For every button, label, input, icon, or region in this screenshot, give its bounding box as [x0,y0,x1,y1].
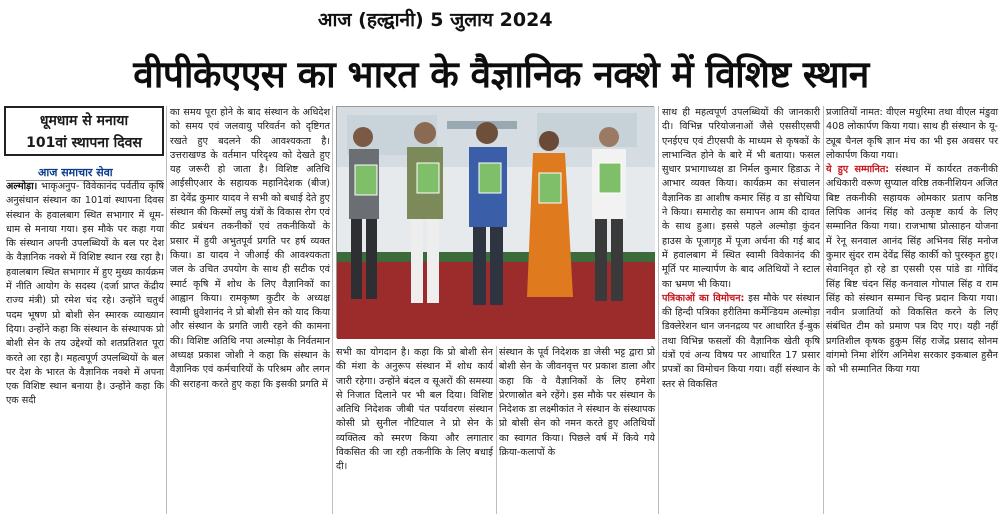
subhead-line-2: 101वां स्थापना दिवस [26,135,142,151]
article-column-2 [170,106,330,390]
column-4-text: संस्थान के पूर्व निदेशक डा जेसी भट्ट द्वारा प्रो बोशी सेन के जीवनवृत्त पर प्रकाश डाला और कहा कि वे वैज्ञानिकों के लिए हमेशा प्रेरणास्रोत बने रहेंगे। इस मौके पर संस्थान के निदेशक डा लक्ष्मीकांत ने संस्थान के संस्थापक प्रो बोसी सेन को नमन करते हुए अतिथियों का स्वागत किया। पिछले वर्ष में किये गये क्रिया-कलापों के [499,347,655,459]
event-photo [336,106,654,338]
article-column-6 [826,106,998,514]
article-column-4 [499,346,655,514]
column-5-text-b: इस मौके पर संस्थान की हिन्दी पत्रिका हरीतिमा कर्मेन्डियम अल्मोड़ा डिक्लेरेशन धान जननद्रव्य पर आधारित ई-बुक तथा विभिन्न फसलों की वैज्ञानिक खेती कृषि यंत्रों एवं अन्य विषय पर आधारित 17 प्रसार प्रपत्रों का विमोचन किया गया। वहीं संस्थान के स्तर से विकसित [662,292,820,390]
article-column-3 [336,346,493,514]
column-6-text-a: प्रजातियों नामत: वीएल मधुरिमा तथा वीएल मंडुवा 408 लोकार्पण किया गया। साथ ही संस्थान के यू-ट्यूब चैनल कृषि ज्ञान मंच का भी इस अवसर पर लोकार्पण किया गया। [826,107,998,161]
dateline-place: अल्मोड़ा। [6,181,38,192]
column-5-text-a: साथ ही महत्वपूर्ण उपलब्धियों की जानकारी दी। विभिन्न परियोजनाओं जैसे एससीएसपी एनईएच एवं टीएसपी के माध्यम से कृषकों के लाभान्वित होने के बारे में भी बताया। फसल सुधार प्रभागाध्यक्ष डा निर्मल कुमार हिडाऊ ने आभार व्यक्त किया। कार्यक्रम का संचालन वैज्ञानिक डा आशीष कमार सिंह व डा सौथिया ने किया। समारोह का समापन आम की दावत के साथ हुआ। इससे पहले अल्मोड़ा कुंदन हाउस के पूजागृह में पूजा अर्चना की गई बाद में हवालबाग में स्थित स्वामी विवेकानंद की मूर्ति पर माल्यार्पण के बाद अतिथियों ने स्टाल का भ्रमण भी किया। [662,107,820,290]
column-rule [658,106,659,514]
article-column-1 [6,180,164,514]
column-rule [496,346,497,514]
subhead-honoured: ये हुए सम्मानित: [826,164,890,176]
column-6-text-b: संस्थान में कार्यरत तकनीकी अधिकारी वरूण सुप्याल वरिष्ठ तकनीशियन अजित बिष्ट तकनीकी सहायक ओमकार प्रताप कनिष्ठ लिपिक आनंद सिंह को उत्कृष्ट कार्य के लिए सम्मानित किया गया। राजभाषा प्रोत्साहन योजना में रेनू सनवाल आनंद सिंह अभिनव सिंह मनोज कुमार सुंदर राम देवेंद्र सिंह कार्की को पुरस्कृत हुए। सेवानिवृत हो रहे डा एससी एस पांडे डा गोविंद सिंह बिष्ट चंदन सिंह कनवाल गोपाल सिंह व राम सिंह को संस्थान सम्मान चिन्ह प्रदान किया गया। नवीन प्रजातियों को विकसित करने के लिए संबंधित टीम को प्रमाण पत्र दिए गए। यही नहीं प्रगतिशील कृषक हुकुम सिंह राजेंद्र प्रसाद सोनम वांगमो निमा शेरिंग अनिमेश सरकार इकबाल हुसैन को भी सम्मानित किया गया [826,164,998,376]
column-rule [166,106,167,514]
article-column-5 [662,106,820,514]
column-3-text: सभी का योगदान है। कहा कि प्रो बोशी सेन की मंशा के अनुरूप संस्थान में शोध कार्य जारी रहेगा। उन्होंने बंदल व सूअरों की समस्या से निजात दिलाने पर भी बल दिया। विशिष्ट अतिथि निदेशक जीबी पंत पर्यावरण संस्थान कोसी प्रो सुनील नौटियाल ने प्रो सेन के व्यक्तित्व को स्मरण किया और लगातार विकसित की जा रही तकनीकि के लिए बधाई दी। [336,347,493,473]
column-rule [332,106,333,514]
subhead-line-1: धूमधाम से मनाया [39,113,129,129]
dateline: आज (हल्द्वानी) 5 जुलाय 2024 [318,9,553,31]
headline: वीपीकेएएस का भारत के वैज्ञानिक नक्शे में विशिष्ट स्थान [133,53,869,96]
column-2-text: का समय पूरा होने के बाद संस्थान के अधिदेश को समय एवं जलवायु परिवर्तन को दृष्टिगत रखते हुए बदलने की आवश्यकता है। उत्तराखण्ड के वर्तमान परिदृश्य को देखते हुए यह जरूरी हो जाता है। विशिष्ट अतिथि आईसीएआर के सहायक महानिदेशक (बीज) डा देवेंद्र कुमार यादव ने सभी को बधाई देते हुए संस्थान की किस्मों लघु यंत्रों के विकास रोग एवं कीट प्रबंधन तकनीकों एवं तकनीकियों के प्रसार में हुयी अभुतपूर्व प्रगति पर हर्ष व्यक्त किया। डा यादव ने जीआई की आवश्यकता जल के उचित उपयोग के साथ ही सटीक एवं स्मार्ट कृषि में शोध के लिए वैज्ञानिकों का आह्वान किया। रामकृष्ण कुटीर के अध्यक्ष स्वामी ध्रुवेशानंद ने प्रो बोशी सेन को याद किया और संस्थान के प्रगति जारी रहने की कामना की। विशिष्ट अतिथि नपा अल्मोड़ा के निर्वतमान अध्यक्ष प्रकाश जोशी ने कहा कि संस्थान के वैज्ञानिक एवं कर्मचारियों के परिश्रम और लगन की सराहना करते हुए कहा कि इसकी प्रगति में [170,107,330,390]
byline: आज समाचार सेवा [6,165,164,181]
column-1-text: भाकृअनुप- विवेकानंद पर्वतीय कृषि अनुसंधान संस्थान का 101वां स्थापना दिवस संस्थान के हवालबाग स्थित सभागार में धूम-धाम से मनाया गया। इस मौके पर कहा गया कि संस्थान अपनी उपलब्धियों के बल पर देश के वैज्ञानिक नक्शे में विशिष्ट स्थान रख रहा है। हवालबाग स्थित सभागार में हुए मुख्य कार्यक्रम में नीति आयोग के सदस्य (दर्जा प्राप्त केंद्रीय राज्य मंत्री) प्रो रमेश चंद रहे। उन्होंने चतुर्थ पदम भूषण प्रो बोशी सेन स्मारक व्याख्यान दिया। उन्होंने कहा कि संस्थान के संस्थापक प्रो बोशी सेन के तय उद्देश्यों को शतप्रतिशत पूरा करते आ रहा है। महत्वपूर्ण उपलब्धियों के बल पर देश के भारत के वैज्ञानिक नक्शे में अपना एक विशिष्ट स्थान बनाया है। उन्होंने कहा कि एक सदी [6,181,164,407]
column-rule [823,106,824,514]
subhead-magazine-release: पत्रिकाओं का विमोचन: [662,292,745,304]
subhead-box [4,106,164,156]
event-photo-illustration [337,107,655,339]
